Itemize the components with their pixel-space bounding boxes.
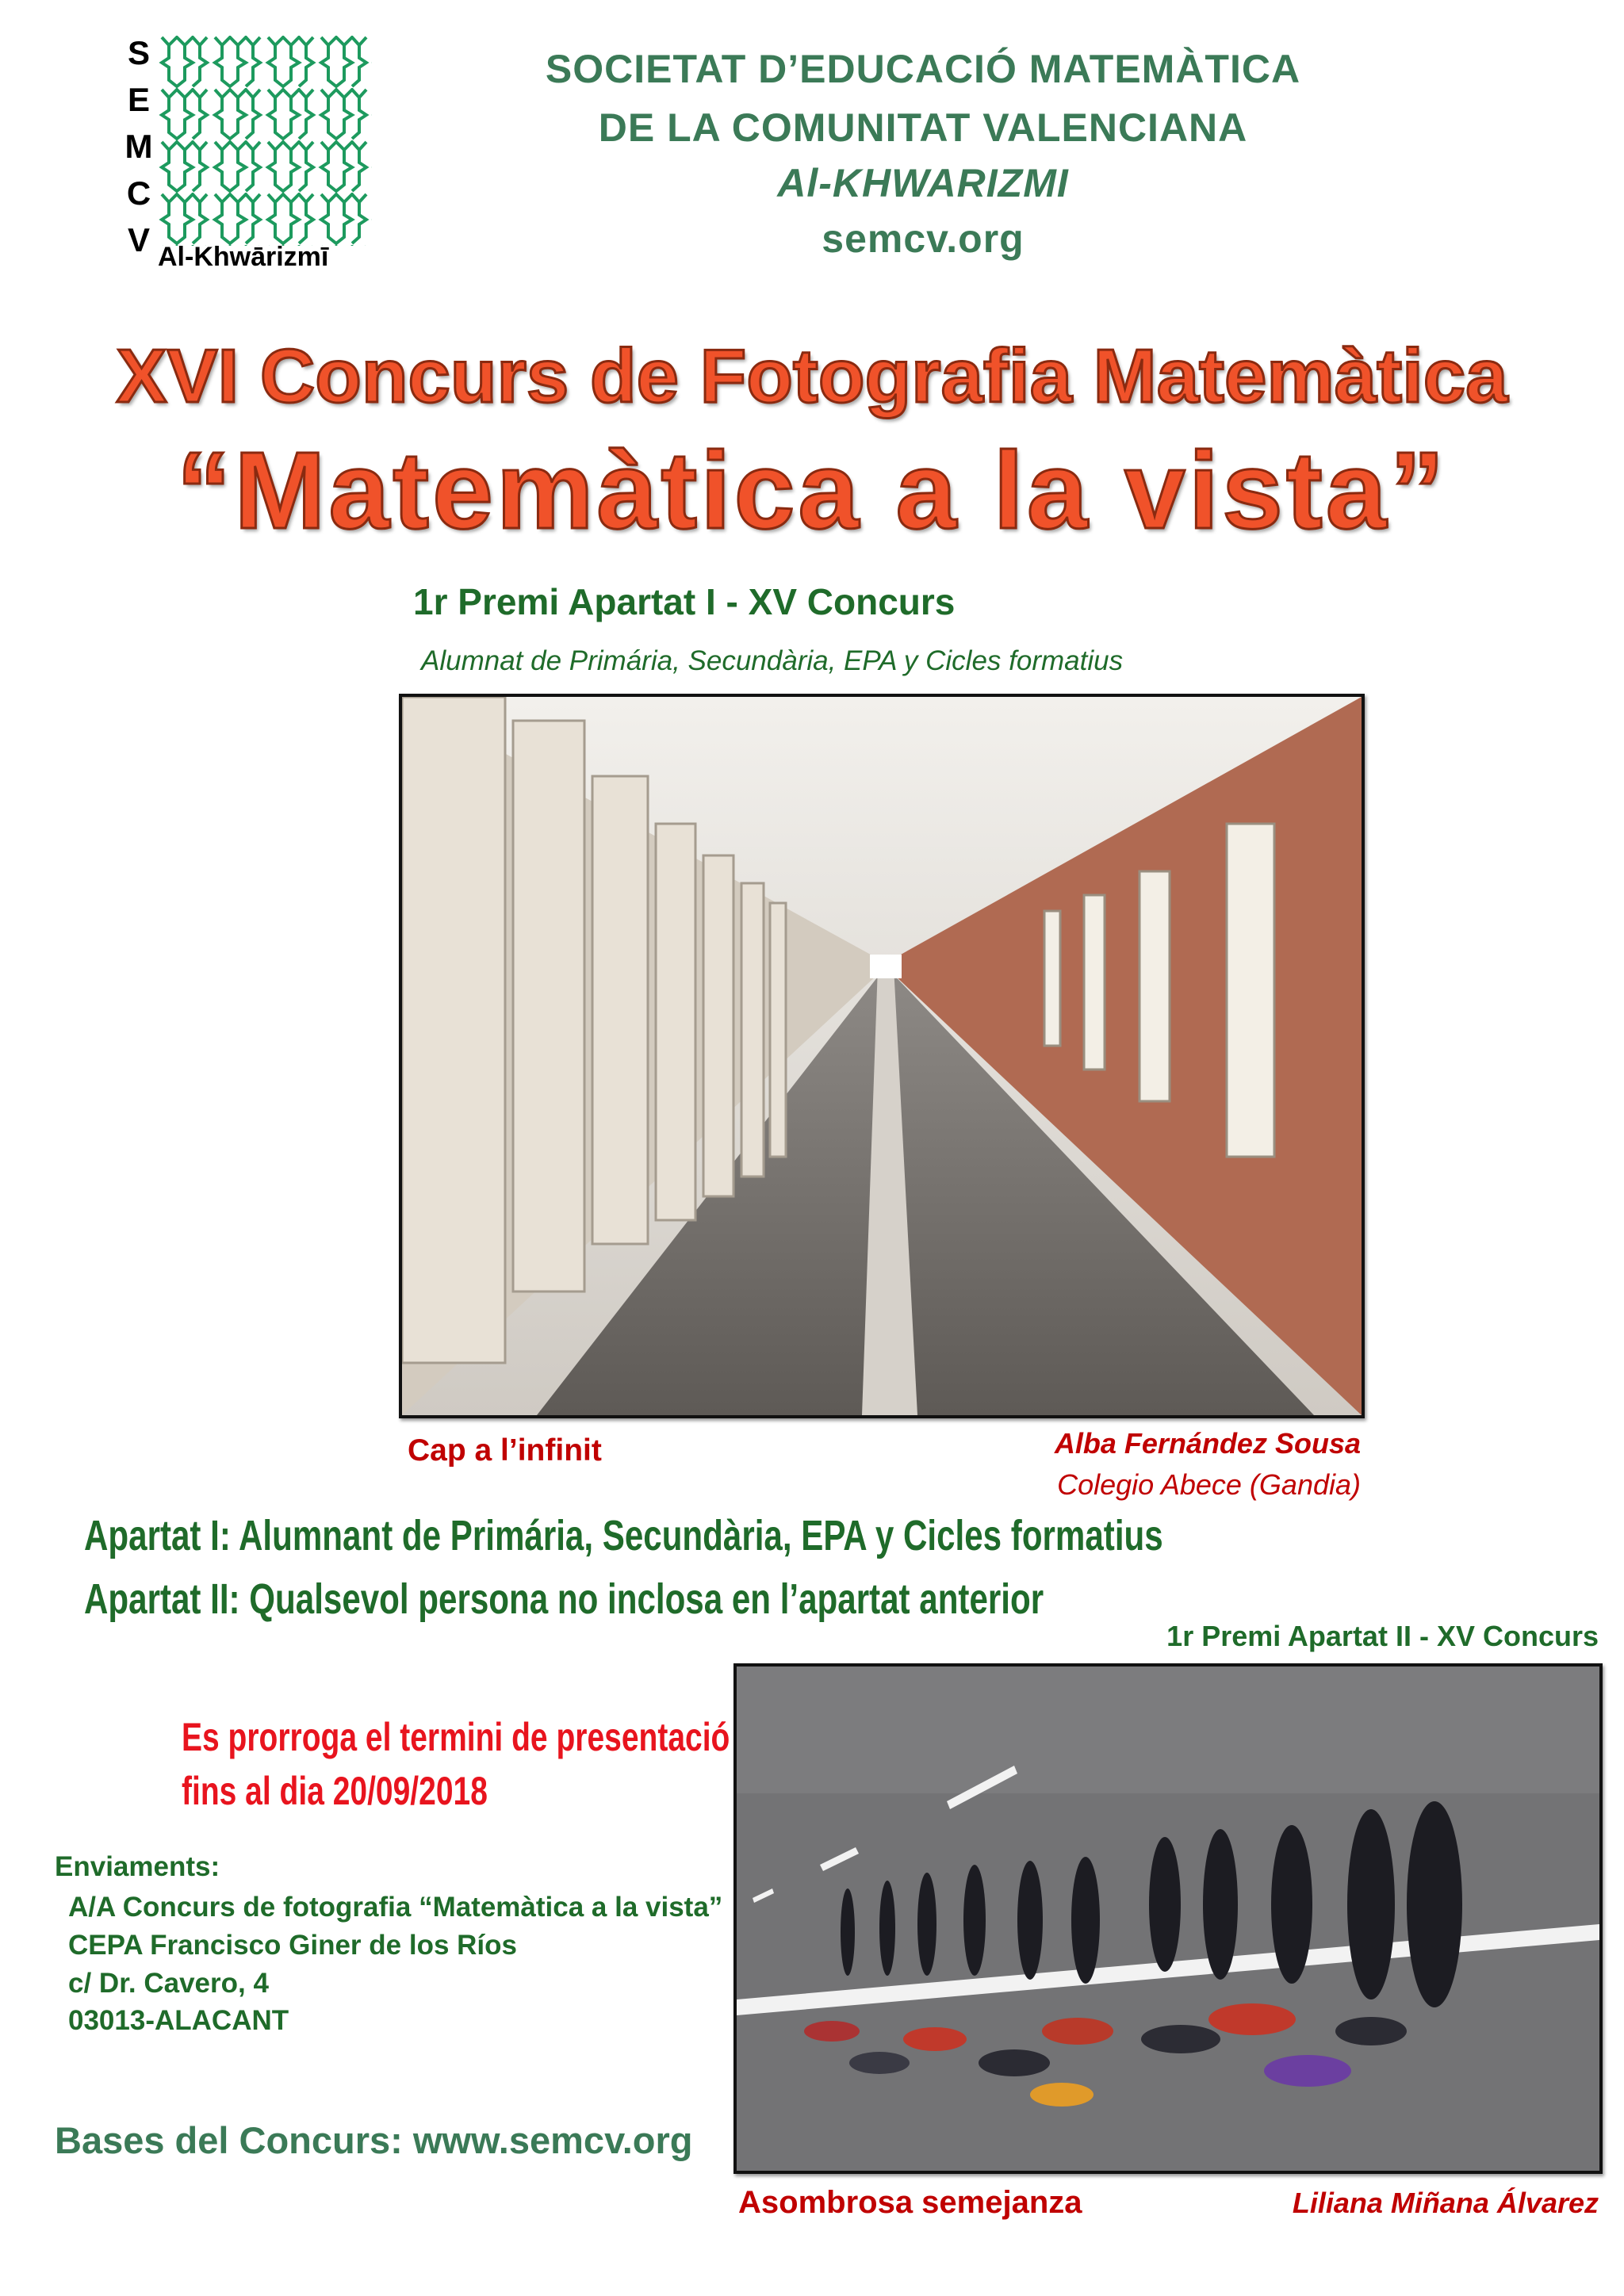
contest-title: XVI Concurs de Fotografia Matemàtica <box>116 334 1508 419</box>
apartat-1: Apartat I: Alumnant de Primária, Secundària, EPA y Cicles formatius <box>84 1512 1163 1559</box>
header-website: semcv.org <box>822 216 1025 261</box>
logo-subtitle: Al-Khwārizmī <box>158 242 329 272</box>
prize1-category: Alumnat de Primária, Secundària, EPA y Cicles formatius <box>421 645 1124 676</box>
contest-motto: “Matemàtica a la vista” <box>176 430 1448 552</box>
header-line-1: SOCIETAT D’EDUCACIÓ MATEMÀTICA <box>545 47 1301 91</box>
shipping-line: 03013-ALACANT <box>68 2005 289 2036</box>
shipping-label: Enviaments: <box>55 1851 220 1882</box>
prize2-author: Liliana Miñana Álvarez <box>1292 2187 1599 2219</box>
bases-link[interactable]: Bases del Concurs: www.semcv.org <box>55 2119 693 2161</box>
logo-letter: S <box>127 34 150 71</box>
arcade-corridor-image <box>402 697 1362 1415</box>
cyclists-shadow-image <box>737 1667 1599 2171</box>
prize1-heading: 1r Premi Apartat I - XV Concurs <box>413 581 956 622</box>
header-line-2: DE LA COMUNITAT VALENCIANA <box>598 105 1248 150</box>
photo-cap-a-linfinit <box>399 694 1365 1418</box>
logo-letter: E <box>127 81 150 118</box>
prize2-heading: 1r Premi Apartat II - XV Concurs <box>1166 1620 1599 1652</box>
shipping-line: A/A Concurs de fotografia “Matemàtica a la vista” <box>68 1892 723 1923</box>
header-line-3: Al-KHWARIZMI <box>777 161 1069 205</box>
shipping-line: CEPA Francisco Giner de los Ríos <box>68 1930 517 1961</box>
deadline-line-1: Es prorroga el termini de presentació <box>182 1715 730 1759</box>
prize1-photo-title: Cap a l’infinit <box>408 1433 602 1468</box>
shipping-line: c/ Dr. Cavero, 4 <box>68 1968 269 1999</box>
prize2-photo-title: Asombrosa semejanza <box>738 2185 1082 2220</box>
logo-letter: V <box>127 221 150 258</box>
prize1-school: Colegio Abece (Gandia) <box>1057 1468 1361 1501</box>
apartat-2: Apartat II: Qualsevol persona no inclosa en l’apartat anterior <box>84 1575 1044 1623</box>
deadline-line-2: fins al dia 20/09/2018 <box>182 1769 488 1813</box>
photo-asombrosa-semejanza <box>733 1663 1603 2174</box>
logo-letter: C <box>126 174 151 212</box>
logo-letter: M <box>124 128 153 165</box>
prize1-author: Alba Fernández Sousa <box>1054 1427 1361 1460</box>
